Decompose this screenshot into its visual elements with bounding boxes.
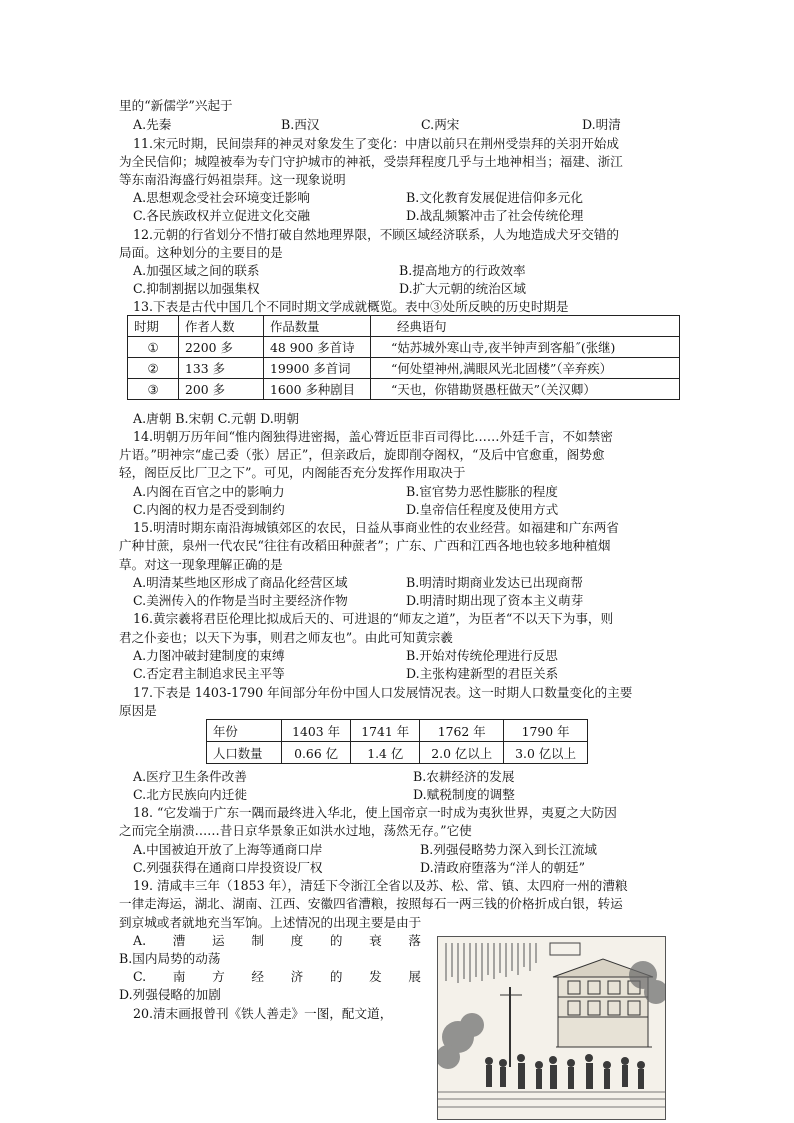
table-cell: 3.0 亿以上: [504, 742, 588, 764]
question-11-line: 等东南沿海盛行妈祖崇拜。这一现象说明: [119, 172, 346, 187]
literature-table: [127, 315, 680, 400]
question-18-line: 之而完全崩溃……昔日京华景象正如洪水过地，荡然无存。”它使: [119, 823, 472, 838]
option-d: D.皇帝信任程度及使用方式: [406, 502, 559, 517]
iron-man-walking-picture: [438, 937, 665, 1119]
option-b: B.宦官势力恶性膨胀的程度: [406, 484, 558, 499]
question-17-line: 17.下表是 1403-1790 年间部分年份中国人口发展情况表。这一时期人口数量变化的主要: [133, 685, 633, 700]
table-cell: 1.4 亿: [351, 742, 420, 764]
table-cell: “何处望神州,满眼风光北固楼”（辛弃疾）: [371, 358, 680, 379]
table-cell: 2.0 亿以上: [420, 742, 504, 764]
question-15-line: 草。对这一现象理解正确的是: [119, 557, 283, 572]
option-c: C.各民族政权并立促进文化交融: [133, 208, 310, 223]
option-b: B.提高地方的行政效率: [399, 263, 526, 278]
option-a: A.加强区域之间的联系: [133, 263, 260, 278]
question-16-line: 16.黄宗羲将君臣伦理比拟成后天的、可进退的“师友之道”，为臣者“不以天下为事，则: [133, 611, 614, 626]
table-header: 作品数量: [264, 316, 371, 337]
question-19-line: 到京城或者就地充当军饷。上述情况的出现主要是由于: [119, 915, 422, 930]
question-14-line: 轻，阁臣反比厂卫之下”。可见，内阁能否充分发挥作用取决于: [119, 465, 466, 480]
option-b: B.西汉: [281, 117, 320, 132]
option-c: C.内阁的权力是否受到制约: [133, 502, 285, 517]
question-13-options: A.唐朝 B.宋朝 C.元朝 D.明朝: [133, 411, 299, 426]
table-row: [128, 358, 680, 379]
table-cell: 48 900 多首诗: [264, 337, 371, 358]
table-cell: 1600 多种剧目: [264, 379, 371, 400]
question-stem: 里的“新儒学”兴起于: [119, 98, 233, 113]
option-b: B.列强侵略势力深入到长江流域: [420, 842, 597, 857]
table-cell: 1741 年: [351, 720, 420, 742]
question-19-line: 一律走海运，湖北、湖南、江西、安徽四省漕粮，按照每石一两三钱的价格折成白银，转运: [119, 896, 623, 911]
table-header-row: [128, 316, 680, 337]
question-20-line: 20.清末画报曾刊《铁人善走》一图，配文道，: [133, 1006, 393, 1021]
option-c: C.北方民族向内迁徙: [133, 787, 247, 802]
question-13-line: 13.下表是古代中国几个不同时期文学成就概览。表中③处所反映的历史时期是: [133, 299, 569, 314]
table-cell: “姑苏城外寒山寺,夜半钟声到客船˝(张继): [371, 337, 680, 358]
option-d: D.战乱频繁冲击了社会传统伦理: [406, 208, 584, 223]
question-14-line: 片语。”明神宗“虚己委（张）居正”，但亲政后，旋即削夺阁权，“及后中官愈重，阁势愈: [119, 447, 605, 462]
option-a: A. 漕 运 制 度 的 衰 落: [133, 933, 421, 948]
table-header: 时期: [128, 316, 179, 337]
option-d: D.主张构建新型的君臣关系: [406, 666, 559, 681]
question-15-line: 15.明清时期东南沿海城镇郊区的农民，日益从事商业性的农业经营。如福建和广东两省: [133, 520, 619, 535]
table-row: [207, 742, 588, 764]
table-row: [128, 379, 680, 400]
option-d: D.明清时期出现了资本主义萌芽: [406, 593, 584, 608]
question-11-line: 为全民信仰；城隍被奉为专门守护城市的神祇，受崇拜程度几乎与土地神相当；福建、浙江: [119, 154, 623, 169]
table-cell: 0.66 亿: [282, 742, 351, 764]
option-a: A.先秦: [133, 117, 172, 132]
option-b: B.文化教育发展促进信仰多元化: [406, 190, 583, 205]
option-d: D.扩大元朝的统治区域: [399, 281, 526, 296]
question-12-line: 12.元朝的行省划分不惜打破自然地理界限，不顾区域经济联系，人为地造成犬牙交错的: [133, 227, 619, 242]
option-c: C.抑制割据以加强集权: [133, 281, 260, 296]
table-header: 经典语句: [371, 316, 680, 337]
question-18-line: 18. “它发端于广东一隅而最终进入华北，使上国帝京一时成为夷狄世界，夷夏之大防因: [133, 805, 617, 820]
option-a: A.中国被迫开放了上海等通商口岸: [133, 842, 323, 857]
option-c: C.美洲传入的作物是当时主要经济作物: [133, 593, 348, 608]
table-cell: 200 多: [179, 379, 264, 400]
table-cell: 133 多: [179, 358, 264, 379]
question-15-line: 广种甘蔗，泉州一代农民“往往有改稻田种蔗者”；广东、广西和江西各地也较多地种植烟: [119, 538, 611, 553]
question-17-line: 原因是: [119, 703, 157, 718]
option-a: A.思想观念受社会环境变迁影响: [133, 190, 310, 205]
option-a: A.明清某些地区形成了商品化经营区域: [133, 575, 348, 590]
option-a: A.内阁在百官之中的影响力: [133, 484, 285, 499]
table-cell: 1762 年: [420, 720, 504, 742]
question-12-line: 局面。这种划分的主要目的是: [119, 245, 283, 260]
question-16-line: 君之仆妾也；以天下为事，则君之师友也”。由此可知黄宗羲: [119, 630, 453, 645]
option-c: C. 南 方 经 济 的 发 展: [133, 969, 421, 984]
population-table: [206, 719, 588, 764]
table-cell: 年份: [207, 720, 282, 742]
option-a: A.力图冲破封建制度的束缚: [133, 648, 285, 663]
option-b: B.国内局势的动荡: [119, 951, 221, 966]
question-14-line: 14.明朝万历年间“惟内阁独得进密揭，盖心膂近臣非百司得比……外廷千言，不如禁密: [133, 429, 613, 444]
option-c: C.列强获得在通商口岸投资设厂权: [133, 860, 323, 875]
table-row: [128, 337, 680, 358]
engraving-illustration: [437, 936, 666, 1120]
option-b: B.开始对传统伦理进行反思: [406, 648, 558, 663]
question-19-line: 19. 清咸丰三年（1853 年），清廷下令浙江全省以及苏、松、常、镇、太四府一州的漕粮: [133, 878, 628, 893]
table-cell: 人口数量: [207, 742, 282, 764]
option-c: C.否定君主制追求民主平等: [133, 666, 285, 681]
table-header: 作者人数: [179, 316, 264, 337]
option-b: B.明清时期商业发达已出现商帮: [406, 575, 583, 590]
table-cell: “天也，你错勘贤愚枉做天”（关汉卿）: [371, 379, 680, 400]
table-cell: ②: [128, 358, 179, 379]
option-d: D.赋税制度的调整: [413, 787, 515, 802]
question-11-line: 11.宋元时期，民间崇拜的神灵对象发生了变化：中唐以前只在荆州受崇拜的关羽开始成: [133, 136, 619, 151]
table-cell: 1790 年: [504, 720, 588, 742]
option-a: A.医疗卫生条件改善: [133, 769, 247, 784]
table-cell: 1403 年: [282, 720, 351, 742]
table-cell: ①: [128, 337, 179, 358]
table-row: [207, 720, 588, 742]
table-cell: ③: [128, 379, 179, 400]
option-d: D.清政府堕落为“洋人的朝廷”: [420, 860, 586, 875]
table-cell: 2200 多: [179, 337, 264, 358]
table-cell: 19900 多首词: [264, 358, 371, 379]
option-d: D.列强侵略的加剧: [119, 987, 221, 1002]
option-d: D.明清: [582, 117, 621, 132]
option-c: C.两宋: [421, 117, 460, 132]
option-b: B.农耕经济的发展: [413, 769, 515, 784]
